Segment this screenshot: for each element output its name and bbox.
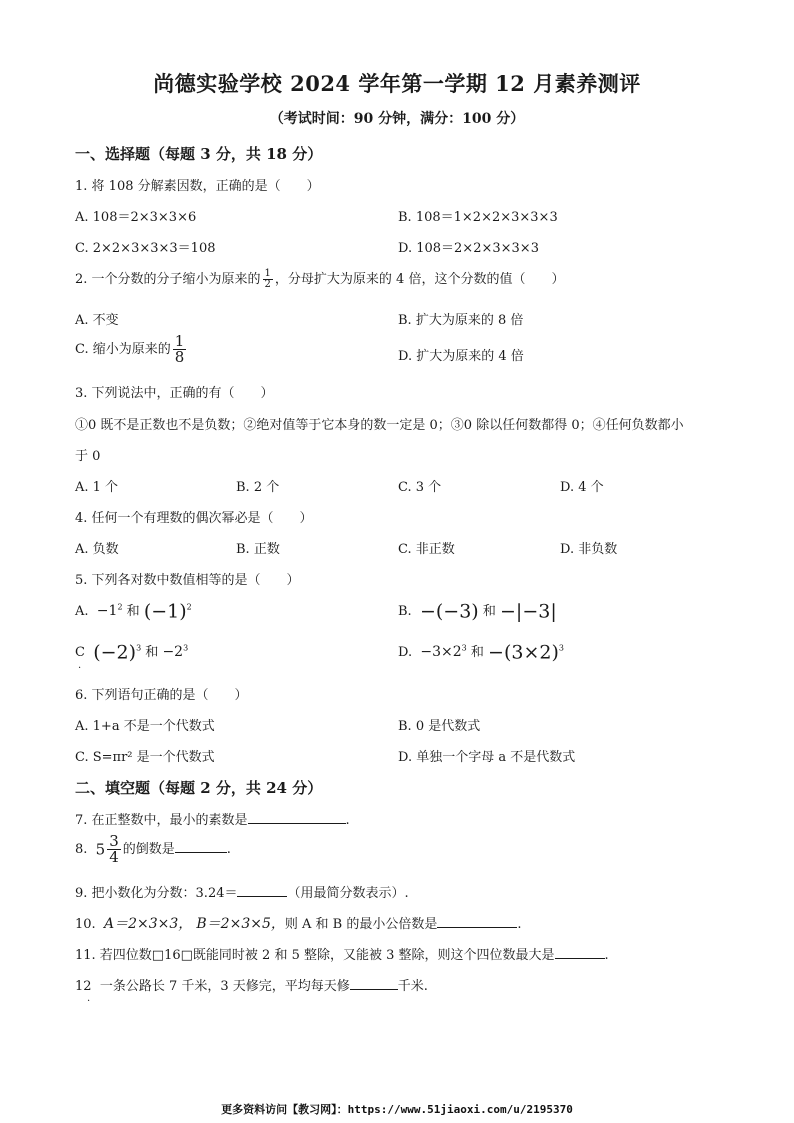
question-6-stem: 6. 下列语句正确的是（ ） [75, 688, 248, 703]
conjunction: 和 [470, 645, 484, 660]
question-10 [75, 913, 522, 933]
answer-blank[interactable] [350, 978, 398, 990]
question-9 [75, 882, 409, 901]
expression: −(−3) [419, 600, 479, 623]
option-label: C [75, 645, 85, 660]
fraction-numerator: 1 [264, 268, 271, 279]
question-5-option-c [75, 641, 188, 664]
question-4-stem: 4. 任何一个有理数的偶次幂必是（ ） [75, 511, 313, 526]
question-4-option-b: B. 正数 [236, 542, 280, 557]
expression-a: A＝2×3×3， [103, 916, 193, 932]
expression: (−1) [143, 600, 187, 623]
mixed-number-whole: 5 [95, 840, 106, 859]
option-label: B. [398, 604, 412, 619]
question-label: 8. [75, 842, 88, 857]
question-2-stem-post: ，分母扩大为原来的 4 倍，这个分数的值（ ） [274, 272, 565, 287]
fraction-numerator: 3 [109, 832, 119, 850]
answer-blank[interactable] [175, 841, 227, 853]
question-3-option-b: B. 2 个 [236, 480, 280, 495]
exam-info: （考试时间：90 分钟，满分：100 分） [269, 111, 525, 127]
answer-blank[interactable] [437, 916, 517, 928]
question-5-stem: 5. 下列各对数中数值相等的是（ ） [75, 573, 300, 588]
expression-b: B＝2×3×5， [196, 916, 285, 932]
fraction-denominator: 8 [174, 348, 185, 366]
conjunction: 和 [482, 604, 496, 619]
expression: −2 [162, 644, 184, 660]
fraction-three-quarters [107, 834, 121, 865]
question-6-option-d: D. 单独一个字母 a 不是代数式 [398, 750, 576, 765]
question-5-option-b [398, 600, 557, 623]
answer-blank[interactable] [237, 885, 287, 897]
conjunction: 和 [126, 604, 140, 619]
exponent: 2 [117, 602, 123, 612]
fraction-one-eighth [173, 334, 187, 365]
question-4-option-d: D. 非负数 [560, 542, 618, 557]
question-3-stem: 3. 下列说法中，正确的有（ ） [75, 386, 274, 401]
question-1-option-b: B. 108＝1×2×2×3×3×3 [398, 210, 558, 225]
question-3-statements-line-2: 于 0 [75, 449, 101, 464]
question-2-option-c [75, 334, 188, 365]
question-7-text: 7. 在正整数中，最小的素数是 [75, 813, 248, 828]
question-6-option-a: A. 1+a 不是一个代数式 [75, 719, 215, 734]
fraction-denominator: 2 [264, 279, 271, 290]
question-3-option-c: C. 3 个 [398, 480, 442, 495]
expression: −|−3| [500, 600, 557, 623]
exponent: 3 [461, 643, 467, 653]
question-12-text: 一条公路长 7 千米，3 天修完，平均每天修 [99, 979, 350, 994]
question-4-option-c: C. 非正数 [398, 542, 455, 557]
expression: (−2) [93, 641, 137, 664]
stray-dot: . [87, 993, 91, 1004]
period: . [226, 842, 231, 857]
question-6-option-b: B. 0 是代数式 [398, 719, 481, 734]
question-1-option-c: C. 2×2×3×3×3＝108 [75, 241, 216, 256]
fraction-numerator: 1 [174, 332, 185, 350]
exponent: 2 [186, 602, 192, 612]
question-11 [75, 944, 609, 963]
question-12 [75, 975, 428, 994]
question-12-unit: 千米. [397, 979, 428, 994]
question-4-option-a: A. 负数 [75, 542, 119, 557]
question-7 [75, 809, 350, 828]
answer-blank[interactable] [248, 812, 346, 824]
period: . [345, 813, 350, 828]
question-1-option-a: A. 108＝2×3×3×6 [75, 210, 197, 225]
question-3-statements-line-1: ①0 既不是正数也不是负数；②绝对值等于它本身的数一定是 0；③0 除以任何数都得 0；④任何负数都小 [75, 418, 684, 433]
question-3-option-d: D. 4 个 [560, 480, 604, 495]
question-3-option-a: A. 1 个 [75, 480, 119, 495]
expression: −1 [96, 603, 118, 619]
question-2-stem [75, 268, 564, 290]
question-label: 10. [75, 917, 96, 932]
question-8-text: 的倒数是 [122, 842, 175, 857]
answer-blank[interactable] [555, 947, 605, 959]
fraction-denominator: 4 [109, 848, 119, 866]
page-title: 尚德实验学校 2024 学年第一学期 12 月素养测评 [153, 71, 641, 96]
question-10-text: 则 A 和 B 的最小公倍数是 [284, 917, 438, 932]
conjunction: 和 [145, 645, 159, 660]
exponent: 3 [136, 643, 142, 653]
question-11-text: 11. 若四位数□16□既能同时被 2 和 5 整除，又能被 3 整除，则这个四位数最大是 [75, 948, 555, 963]
question-2-option-b: B. 扩大为原来的 8 倍 [398, 313, 524, 328]
question-2-stem-pre: 2. 一个分数的分子缩小为原来的 [75, 272, 261, 287]
period: . [517, 917, 522, 932]
expression: −3×2 [420, 644, 462, 660]
question-8 [75, 834, 231, 865]
question-1-option-d: D. 108＝2×2×3×3×3 [398, 241, 539, 256]
section-heading-fill: 二、填空题（每题 2 分，共 24 分） [75, 779, 323, 797]
stray-dot: . [78, 660, 82, 671]
option-label: A. [75, 604, 89, 619]
question-2-option-c-text: C. 缩小为原来的 [75, 342, 171, 357]
expression: −(3×2) [488, 641, 559, 664]
question-label: 12 [75, 979, 92, 994]
section-heading-choice: 一、选择题（每题 3 分，共 18 分） [75, 145, 323, 163]
question-6-option-c: C. S=πr² 是一个代数式 [75, 750, 215, 765]
question-5-option-a [75, 600, 192, 623]
exponent: 3 [558, 643, 564, 653]
exponent: 3 [183, 643, 189, 653]
option-label: D. [398, 645, 413, 660]
question-2-option-a: A. 不变 [75, 313, 119, 328]
period: . [604, 948, 609, 963]
question-9-text: 9. 把小数化为分数：3.24＝ [75, 886, 238, 901]
fraction-one-half [263, 269, 273, 290]
footer-link[interactable]: 更多资料访问【教习网】：https://www.51jiaoxi.com/u/2195370 [221, 1103, 573, 1116]
question-9-note: （用最简分数表示）. [287, 886, 409, 901]
question-1-stem: 1. 将 108 分解素因数，正确的是（ ） [75, 179, 320, 194]
question-2-option-d: D. 扩大为原来的 4 倍 [398, 349, 524, 364]
question-5-option-d [398, 641, 564, 664]
